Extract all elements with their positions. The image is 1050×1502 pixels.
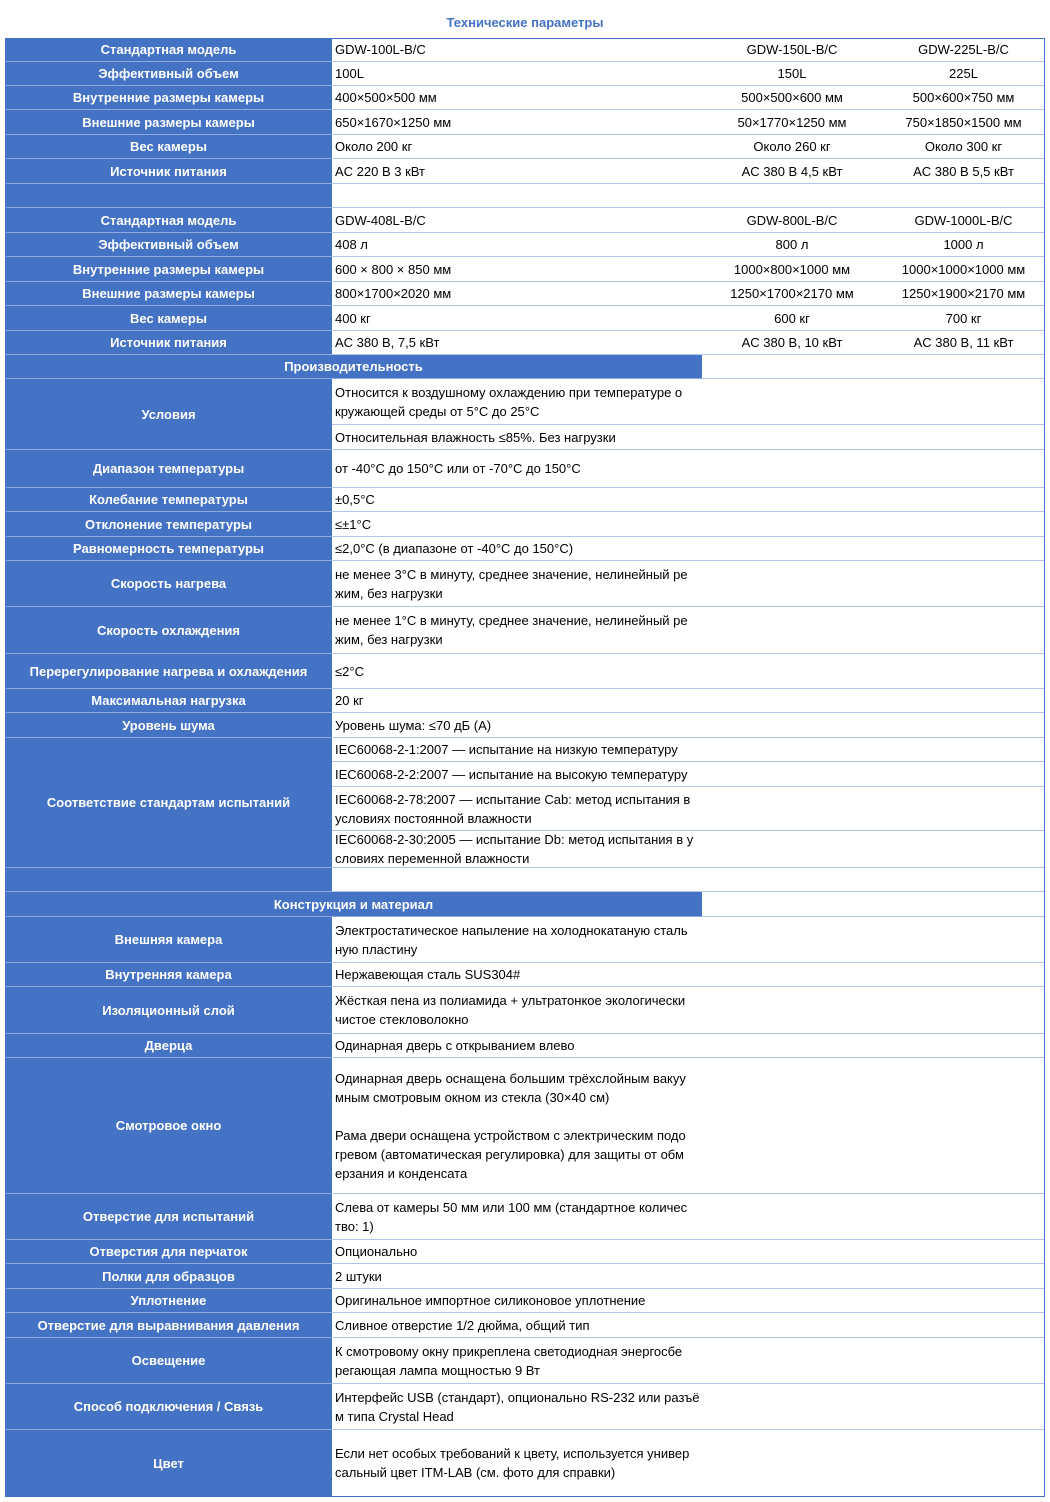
value-cell: Оригинальное импортное силиконовое уплотнение bbox=[332, 1289, 1045, 1313]
blank-cell bbox=[702, 355, 1045, 379]
row-label: Равномерность температуры bbox=[5, 537, 332, 561]
value-cell: 2 штуки bbox=[332, 1264, 1045, 1289]
value-cell: Опционально bbox=[332, 1240, 1045, 1264]
value-cell: Сливное отверстие 1/2 дюйма, общий тип bbox=[332, 1313, 1045, 1338]
row-label: Внутренняя камера bbox=[5, 963, 332, 987]
value-line: жим, без нагрузки bbox=[335, 585, 443, 601]
value-cell bbox=[332, 379, 1045, 425]
model-value: 500×600×750 мм bbox=[882, 86, 1045, 110]
model-value: 800×1700×2020 мм bbox=[332, 282, 702, 306]
section-heading: Производительность bbox=[5, 355, 702, 379]
model-value: 100L bbox=[332, 62, 702, 86]
row-label: Скорость нагрева bbox=[5, 561, 332, 607]
value-cell bbox=[332, 1338, 1045, 1384]
model-value: 650×1670×1250 мм bbox=[332, 110, 702, 135]
model-value: 600 × 800 × 850 мм bbox=[332, 257, 702, 282]
value-cell bbox=[332, 831, 1045, 868]
row-label: Цвет bbox=[5, 1430, 332, 1497]
value-line: чистое стекловолокно bbox=[335, 1012, 469, 1027]
model-value: 800 л bbox=[702, 233, 882, 257]
value-line: Относится к воздушному охлаждению при температуре о bbox=[335, 384, 683, 400]
model-value: 600 кг bbox=[702, 306, 882, 331]
value-cell: IEC60068-2-1:2007 — испытание на низкую температуру bbox=[332, 738, 1045, 762]
model-value: 150L bbox=[702, 62, 882, 86]
model-value: 50×1770×1250 мм bbox=[702, 110, 882, 135]
value-line: Электростатическое напыление на холоднокатаную сталь bbox=[335, 922, 688, 938]
row-label: Внешняя камера bbox=[5, 917, 332, 963]
row-label: Скорость охлаждения bbox=[5, 607, 332, 654]
row-label: Максимальная нагрузка bbox=[5, 689, 332, 713]
row-label: Условия bbox=[5, 379, 332, 450]
row-label: Колебание температуры bbox=[5, 488, 332, 512]
row-label: Отверстие для выравнивания давления bbox=[5, 1313, 332, 1338]
row-label: Эффективный объем bbox=[5, 233, 332, 257]
row-label: Отверстия для перчаток bbox=[5, 1240, 332, 1264]
section-heading: Конструкция и материал bbox=[5, 892, 702, 917]
model-value: 1000×800×1000 мм bbox=[702, 257, 882, 282]
value-cell bbox=[332, 787, 1045, 831]
value-line: ную пластину bbox=[335, 941, 418, 957]
model-value: 500×500×600 мм bbox=[702, 86, 882, 110]
row-label: Отклонение температуры bbox=[5, 512, 332, 537]
value-line: Если нет особых требований к цвету, используется универ bbox=[335, 1446, 690, 1461]
row-label: Диапазон температуры bbox=[5, 450, 332, 488]
model-value: 1000 л bbox=[882, 233, 1045, 257]
value-cell: Нержавеющая сталь SUS304# bbox=[332, 963, 1045, 987]
value-line: IEC60068-2-78:2007 — испытание Cab: метод испытания в bbox=[335, 791, 691, 807]
model-value: 1000×1000×1000 мм bbox=[882, 257, 1045, 282]
value-line: сальный цвет ITM-LAB (см. фото для справки) bbox=[335, 1465, 616, 1480]
row-label: Источник питания bbox=[5, 159, 332, 184]
page-title: Технические параметры bbox=[446, 14, 604, 30]
row-label: Внешние размеры камеры bbox=[5, 282, 332, 306]
value-cell bbox=[332, 1384, 1045, 1430]
model-value: AC 380 В 5,5 кВт bbox=[882, 159, 1045, 184]
model-value: GDW-800L-B/C bbox=[702, 208, 882, 233]
model-value: 1250×1900×2170 мм bbox=[882, 282, 1045, 306]
model-value: AC 220 В 3 кВт bbox=[332, 159, 702, 184]
model-value: GDW-225L-B/C bbox=[882, 38, 1045, 62]
value-line: регающая лампа мощностью 9 Вт bbox=[335, 1362, 541, 1378]
row-label: Соответствие стандартам испытаний bbox=[5, 738, 332, 868]
row-label: Уровень шума bbox=[5, 713, 332, 738]
model-value: 750×1850×1500 мм bbox=[882, 110, 1045, 135]
value-cell: IEC60068-2-2:2007 — испытание на высокую температуру bbox=[332, 762, 1045, 787]
value-line: Интерфейс USB (стандарт), опционально RS-232 или разъё bbox=[335, 1389, 700, 1405]
row-label: Внутренние размеры камеры bbox=[5, 257, 332, 282]
value-line: кружающей среды от 5°C до 25°C bbox=[335, 403, 540, 419]
spacer-row bbox=[332, 868, 1045, 892]
value-line: условиях постоянной влажности bbox=[335, 810, 532, 826]
row-label: Изоляционный слой bbox=[5, 987, 332, 1034]
value-line: ерзания и конденсата bbox=[335, 1165, 468, 1181]
value-cell bbox=[332, 607, 1045, 654]
model-value: Около 260 кг bbox=[702, 135, 882, 159]
value-line: Рама двери оснащена устройством с электрическим подо bbox=[335, 1127, 686, 1143]
model-value: GDW-1000L-B/C bbox=[882, 208, 1045, 233]
value-cell: от -40°C до 150°C или от -70°C до 150°C bbox=[332, 450, 1045, 488]
row-label: Смотровое окно bbox=[5, 1058, 332, 1194]
value-cell bbox=[332, 917, 1045, 963]
row-label: Эффективный объем bbox=[5, 62, 332, 86]
spacer-label bbox=[5, 868, 332, 892]
row-label: Внутренние размеры камеры bbox=[5, 86, 332, 110]
row-label: Уплотнение bbox=[5, 1289, 332, 1313]
row-label: Источник питания bbox=[5, 331, 332, 355]
row-label: Способ подключения / Связь bbox=[5, 1384, 332, 1430]
row-label: Освещение bbox=[5, 1338, 332, 1384]
value-cell: ±0,5°C bbox=[332, 488, 1045, 512]
row-label: Перерегулирование нагрева и охлаждения bbox=[5, 654, 332, 689]
value-cell: Уровень шума: ≤70 дБ (A) bbox=[332, 713, 1045, 738]
row-label: Дверца bbox=[5, 1034, 332, 1058]
value-cell bbox=[332, 561, 1045, 607]
value-line: IEC60068-2-30:2005 — испытание Db: метод испытания в у bbox=[335, 832, 694, 847]
value-line: тво: 1) bbox=[335, 1218, 374, 1234]
value-line: К смотровому окну прикреплена светодиодная энергосбе bbox=[335, 1343, 683, 1359]
model-value: AC 380 В, 10 кВт bbox=[702, 331, 882, 355]
model-value: GDW-100L-B/C bbox=[332, 38, 702, 62]
value-line: Жёсткая пена из полиамида + ультратонкое экологически bbox=[335, 993, 686, 1008]
model-value: 400 кг bbox=[332, 306, 702, 331]
model-value: GDW-408L-B/C bbox=[332, 208, 702, 233]
row-label: Вес камеры bbox=[5, 135, 332, 159]
model-value: 700 кг bbox=[882, 306, 1045, 331]
value-cell: 20 кг bbox=[332, 689, 1045, 713]
blank-cell bbox=[702, 892, 1045, 917]
value-line: словиях переменной влажности bbox=[335, 851, 530, 866]
value-cell bbox=[332, 1194, 1045, 1240]
row-label: Отверстие для испытаний bbox=[5, 1194, 332, 1240]
model-value: GDW-150L-B/C bbox=[702, 38, 882, 62]
row-label: Внешние размеры камеры bbox=[5, 110, 332, 135]
model-value: 400×500×500 мм bbox=[332, 86, 702, 110]
value-cell: ≤±1°C bbox=[332, 512, 1045, 537]
value-cell bbox=[332, 1058, 1045, 1194]
spacer-row bbox=[332, 184, 1045, 208]
model-value: 1250×1700×2170 мм bbox=[702, 282, 882, 306]
value-cell: ≤2,0°C (в диапазоне от -40°C до 150°C) bbox=[332, 537, 1045, 561]
value-line: мным смотровым окном из стекла (30×40 см) bbox=[335, 1089, 610, 1105]
model-value: Около 300 кг bbox=[882, 135, 1045, 159]
value-line: не менее 3°C в минуту, среднее значение, нелинейный ре bbox=[335, 566, 688, 582]
value-line: Слева от камеры 50 мм или 100 мм (стандартное количес bbox=[335, 1199, 688, 1215]
row-label: Стандартная модель bbox=[5, 208, 332, 233]
model-value: AC 380 В 4,5 кВт bbox=[702, 159, 882, 184]
model-value: Около 200 кг bbox=[332, 135, 702, 159]
row-label: Стандартная модель bbox=[5, 38, 332, 62]
value-line: Одинарная дверь оснащена большим трёхслойным вакуу bbox=[335, 1070, 686, 1086]
value-cell: Одинарная дверь с открыванием влево bbox=[332, 1034, 1045, 1058]
value-cell bbox=[332, 987, 1045, 1034]
value-line: не менее 1°C в минуту, среднее значение, нелинейный ре bbox=[335, 613, 688, 628]
spacer-label bbox=[5, 184, 332, 208]
model-value: 225L bbox=[882, 62, 1045, 86]
row-label: Вес камеры bbox=[5, 306, 332, 331]
model-value: AC 380 В, 11 кВт bbox=[882, 331, 1045, 355]
value-cell: Относительная влажность ≤85%. Без нагрузки bbox=[332, 425, 1045, 450]
value-cell: ≤2°C bbox=[332, 654, 1045, 689]
row-label: Полки для образцов bbox=[5, 1264, 332, 1289]
value-line: жим, без нагрузки bbox=[335, 632, 443, 647]
value-cell bbox=[332, 1430, 1045, 1497]
model-value: 408 л bbox=[332, 233, 702, 257]
value-line: гревом (автоматическая регулировка) для защиты от обм bbox=[335, 1146, 684, 1162]
model-value: AC 380 В, 7,5 кВт bbox=[332, 331, 702, 355]
value-line: м типа Crystal Head bbox=[335, 1408, 454, 1424]
